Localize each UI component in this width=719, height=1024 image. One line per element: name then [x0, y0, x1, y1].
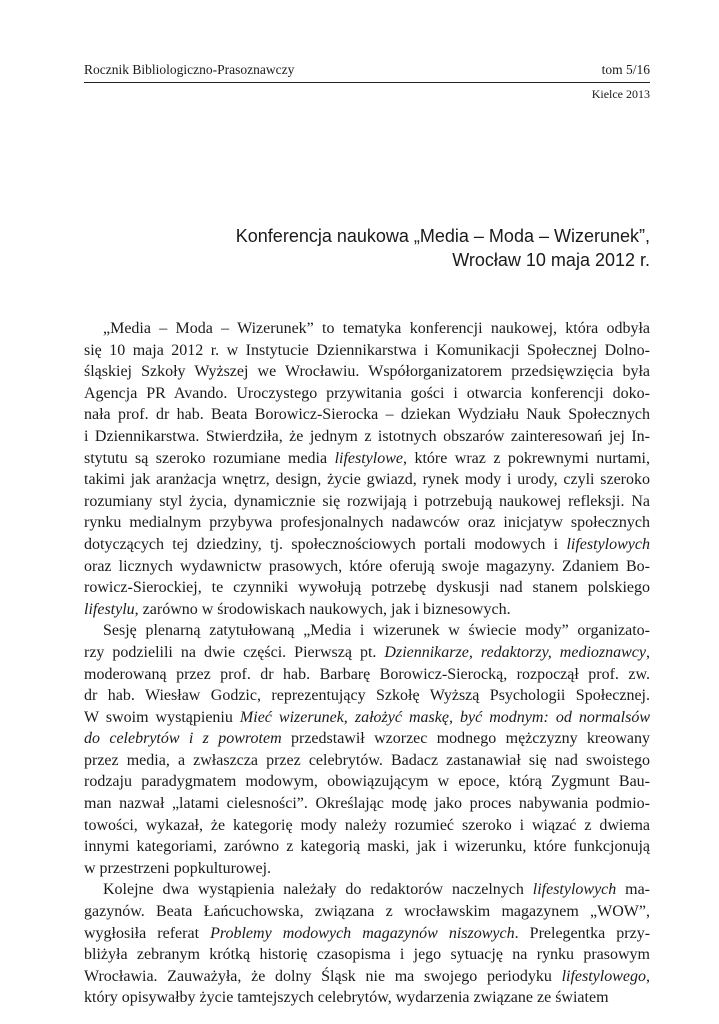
text-line	[84, 771, 650, 793]
text-run: innymi kategoriami, zarówno z kategorią maski, jak i wizerunku, które funkcjonują	[84, 838, 650, 856]
text-run: , które wraz z pokrewnymi nurtami,	[403, 449, 650, 467]
italic-text: lifestylowych	[566, 535, 650, 553]
text-line	[84, 879, 650, 901]
text-line	[84, 556, 650, 578]
text-run: ,	[646, 967, 650, 985]
paragraph	[84, 620, 650, 879]
text-line	[84, 599, 650, 621]
paragraph	[84, 318, 650, 620]
text-line	[84, 340, 650, 362]
text-line	[84, 685, 650, 707]
text-run: takimi jak aranżacja wnętrz, design, życie gwiazd, rynek mody i urody, czyli szeroko	[84, 471, 650, 489]
italic-text: lifestylu	[84, 600, 135, 618]
italic-text: lifestylowych	[532, 881, 617, 899]
title-line-1: Konferencja naukowa „Media – Moda – Wizerunek”,	[235, 226, 650, 246]
text-run: który opisywałby życie tamtejszych celebrytów, wydarzenia związane ze światem	[84, 989, 609, 1007]
journal-name: Rocznik Bibliologiczno-Prasoznawczy	[84, 62, 295, 77]
text-line	[84, 858, 650, 880]
text-line	[84, 534, 650, 556]
italic-text: lifestylowego	[561, 967, 646, 985]
italic-text: do celebrytów i z powrotem	[84, 730, 282, 748]
text-run: Sesję plenarną zatytułowaną „Media i wizerunek w świecie mody” organizato-	[103, 622, 650, 640]
text-line	[84, 664, 650, 686]
text-run: rzy podzielili na dwie części. Pierwszą pt.	[84, 643, 385, 661]
text-line	[84, 361, 650, 383]
text-line	[84, 642, 650, 664]
text-line	[84, 815, 650, 837]
text-line	[84, 620, 650, 642]
text-run: wygłosiła referat	[84, 924, 211, 942]
text-run: i Dziennikarstwa. Stwierdziła, że jednym z istotnych obszarów zainteresowań jej In-	[84, 427, 650, 445]
text-line	[84, 469, 650, 491]
text-line	[84, 512, 650, 534]
text-run: śląskiej Szkoły Wyższej we Wrocławiu. Współorganizatorem przedsięwzięcia była	[84, 363, 650, 381]
text-run: Wrocławia. Zauważyła, że dolny Śląsk nie ma swojego periodyku	[84, 967, 562, 985]
text-line	[84, 923, 650, 945]
text-run: nała prof. dr hab. Beata Borowicz-Sierocka – dziekan Wydziału Nauk Społecznych	[84, 406, 650, 424]
text-run: gazynów. Beata Łańcuchowska, związana z wrocławskim magazynem „WOW”,	[84, 903, 650, 921]
text-line	[84, 836, 650, 858]
text-run: ma-	[616, 881, 650, 899]
text-line	[84, 901, 650, 923]
text-line	[84, 577, 650, 599]
text-run: bliżyła zebranym krótką historię czasopisma i jego sytuację na rynku prasowym	[84, 946, 650, 964]
text-line	[84, 318, 650, 340]
text-run: rowicz-Sierockiej, te czynniki wywołują potrzebę dyskusji nad stanem polskiego	[84, 579, 650, 597]
text-line	[84, 987, 650, 1009]
publication-place: Kielce 2013	[591, 87, 650, 101]
text-run: w przestrzeni popkulturowej.	[84, 859, 272, 877]
text-line	[84, 750, 650, 772]
header-rule	[84, 82, 650, 83]
text-run: „Media – Moda – Wizerunek” to tematyka konferencji naukowej, która odbyła	[103, 320, 650, 337]
italic-text: lifestylowe	[334, 449, 403, 467]
text-line	[84, 404, 650, 426]
text-line	[84, 944, 650, 966]
text-run: . Prelegentka przy-	[514, 924, 651, 942]
italic-text: Dziennikarze, redaktorzy, medioznawcy	[384, 643, 647, 661]
text-run: rozumiany styl życia, dynamicznie się rozwijają i potrzebują naukowej refleksji. Na	[84, 492, 650, 510]
text-run: oraz licznych wydawnictw prasowych, które oferują swoje magazyny. Zdaniem Bo-	[84, 557, 650, 575]
text-run: rodzaju paradygmatem modowym, obowiązującym w epoce, którą Zygmunt Bau-	[84, 773, 650, 791]
text-run: towości, wykazał, że kategorię mody należy rozumieć szeroko i wiązać z dwiema	[84, 816, 650, 834]
running-header	[84, 62, 650, 78]
text-run: moderowaną przez prof. dr hab. Barbarę Borowicz-Sierocką, rozpoczął prof. zw.	[84, 665, 650, 683]
title-line-2: Wrocław 10 maja 2012 r.	[452, 250, 650, 270]
italic-text: Mieć wizerunek, założyć maskę, być modnym: od normalsów	[239, 708, 650, 726]
text-line	[84, 728, 650, 750]
text-run: Agencja PR Avando. Uroczystego przywitania gości i otwarcia konferencji doko-	[84, 384, 650, 402]
text-run: dotyczących tej dziedziny, tj. społecznościowych portali modowych i	[84, 535, 567, 553]
text-line	[84, 491, 650, 513]
italic-text: Problemy modowych magazynów niszowych	[210, 924, 515, 942]
text-line	[84, 448, 650, 470]
text-run: man nazwał „latami cielesności”. Określając modę jako proces nabywania podmio-	[84, 795, 650, 813]
text-run: , zarówno w środowiskach naukowych, jak i biznesowych.	[134, 600, 511, 618]
article-body	[84, 318, 650, 1009]
text-line	[84, 383, 650, 405]
text-run: ,	[646, 643, 651, 661]
text-run: przedstawił wzorzec modnego mężczyzny kreowany	[281, 730, 650, 748]
text-line	[84, 966, 650, 988]
text-run: się 10 maja 2012 r. w Instytucie Dziennikarstwa i Komunikacji Społecznej Dolno-	[84, 341, 650, 359]
paragraph	[84, 879, 650, 1009]
text-line	[84, 707, 650, 729]
text-run: przez media, a zwłaszcza przez celebrytów. Badacz zastanawiał się nad swoistego	[84, 751, 650, 769]
text-run: Kolejne dwa wystąpienia należały do redaktorów naczelnych	[103, 881, 533, 899]
text-run: rynku medialnym przybywa profesjonalnych nadawców oraz inicjatyw społecznych	[84, 514, 650, 532]
volume-number: tom 5/16	[601, 62, 650, 77]
text-line	[84, 793, 650, 815]
text-run: stytutu są szeroko rozumiane media	[84, 449, 335, 467]
article-title	[150, 224, 650, 272]
text-run: dr hab. Wiesław Godzic, reprezentujący Szkołę Wyższą Psychologii Społecznej.	[84, 687, 650, 705]
text-line	[84, 426, 650, 448]
text-run: W swoim wystąpieniu	[84, 708, 240, 726]
